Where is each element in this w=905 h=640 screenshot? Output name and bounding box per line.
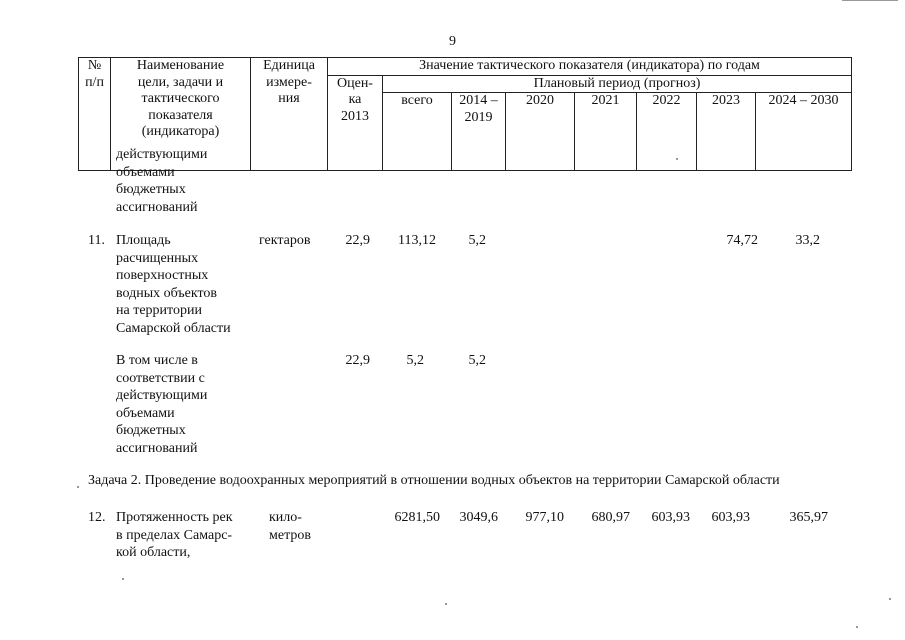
row12-2024-2030: 365,97 xyxy=(789,510,828,525)
row12-2014-2019: 3049,6 xyxy=(459,510,498,525)
page-number: 9 xyxy=(449,34,456,49)
scan-speck xyxy=(122,578,124,580)
header-2024-2030-col xyxy=(756,93,852,171)
row12-number: 12. xyxy=(88,510,106,525)
header-estimate-col xyxy=(328,75,383,171)
header-planned-text: Плановый период (прогноз) xyxy=(533,75,701,91)
header-2022-col xyxy=(637,93,697,171)
row11-2014-2019: 5,2 xyxy=(468,233,486,248)
header-name-text: Наименование цели, задачи и тактического показателя (индикатора) xyxy=(136,58,225,139)
scan-speck xyxy=(445,603,447,605)
row11-sub-2014-2019: 5,2 xyxy=(468,353,486,368)
header-2023-text: 2023 xyxy=(712,93,740,108)
row12-2021: 680,97 xyxy=(591,510,630,525)
header-total-col xyxy=(383,93,452,171)
row11-sub-estimate: 22,9 xyxy=(345,353,370,368)
row11-total: 113,12 xyxy=(398,233,436,248)
row12-total: 6281,50 xyxy=(394,510,440,525)
header-2022-text: 2022 xyxy=(652,93,681,108)
row11-sub-total: 5,2 xyxy=(406,353,424,368)
header-total-text: всего xyxy=(401,93,433,108)
header-2014-2019-col xyxy=(452,93,506,171)
row11-2023: 74,72 xyxy=(726,233,758,248)
header-unit-text: Единица измере- ния xyxy=(263,58,315,106)
row12-2023: 603,93 xyxy=(711,510,750,525)
header-unit-col xyxy=(251,58,328,171)
header-values-text: Значение тактического показателя (индикатора) по годам xyxy=(419,58,760,73)
header-number-text: № п/п xyxy=(85,58,104,90)
row11-unit: гектаров xyxy=(259,233,311,248)
scan-speck xyxy=(77,486,79,488)
row12-unit: кило- метров xyxy=(269,510,311,543)
header-2021-col xyxy=(575,93,637,171)
scan-speck xyxy=(856,626,858,628)
row12-name: Протяженность рек в пределах Самарс- кой области, xyxy=(116,510,233,560)
header-estimate-text: Оцен- ка 2013 xyxy=(337,75,373,124)
header-2020-text: 2020 xyxy=(526,93,554,108)
scan-speck xyxy=(889,598,891,600)
row11-2024-2030: 33,2 xyxy=(795,233,820,248)
row11-name: Площадь расчищенных поверхностных водных объектов на территории Самарской области xyxy=(116,233,231,336)
header-2023-col xyxy=(697,93,756,171)
row12-2020: 977,10 xyxy=(525,510,564,525)
task2-heading: Задача 2. Проведение водоохранных мероприятий в отношении водных объектов на территории Самарской области xyxy=(88,473,780,488)
scan-speck xyxy=(676,158,678,160)
header-2014-2019-text: 2014 – 2019 xyxy=(459,93,498,125)
header-planned-group xyxy=(383,75,852,93)
scan-corner-mark xyxy=(842,0,898,1)
header-2021-text: 2021 xyxy=(591,93,620,108)
row11-number: 11. xyxy=(88,233,105,248)
continuation-text: действующими объемами бюджетных ассигнований xyxy=(116,147,208,215)
header-values-group xyxy=(328,58,852,76)
row11-sub-name: В том числе в соответствии с действующими объемами бюджетных ассигнований xyxy=(116,353,208,456)
header-2024-2030-text: 2024 – 2030 xyxy=(768,93,839,108)
header-2020-col xyxy=(506,93,575,171)
header-number-col xyxy=(79,58,111,171)
row12-2022: 603,93 xyxy=(651,510,690,525)
row11-estimate: 22,9 xyxy=(345,233,370,248)
